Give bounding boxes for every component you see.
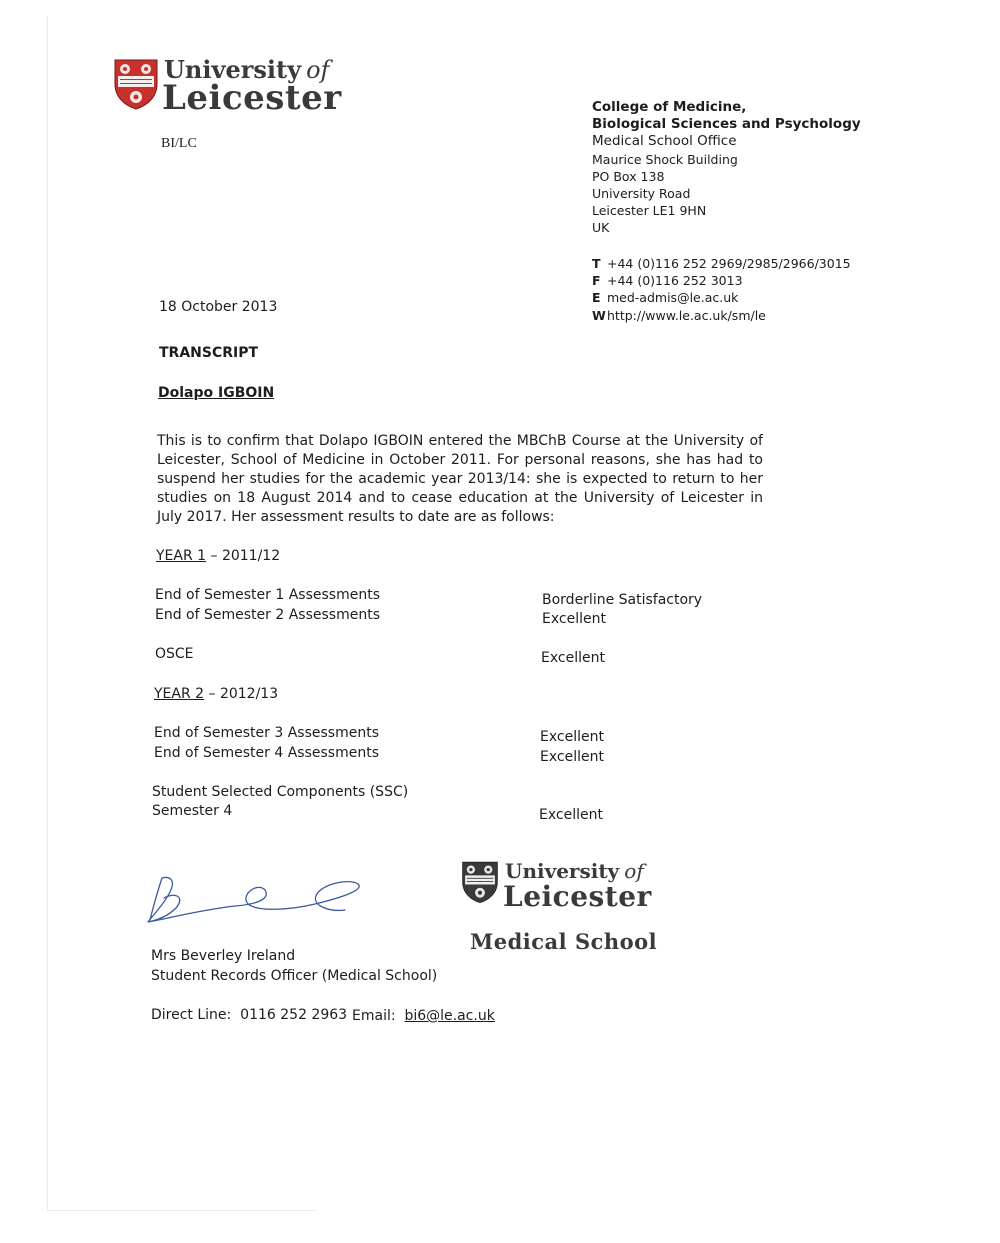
web-value: http://www.le.ac.uk/sm/le [607, 307, 766, 323]
logo-leicester-text: Leicester [162, 78, 342, 118]
telephone-value: +44 (0)116 252 2969/2985/2966/3015 [607, 256, 851, 271]
fax-value: +44 (0)116 252 3013 [607, 273, 743, 289]
assessment-item: End of Semester 1 Assessments [155, 587, 380, 603]
web-row [592, 307, 851, 324]
year2-heading [154, 685, 278, 703]
assessment-item: Student Selected Components (SSC) [152, 784, 409, 800]
address-line: Maurice Shock Building [592, 151, 738, 167]
address-line: UK [592, 220, 610, 236]
year2-heading-label: YEAR 2 [154, 686, 205, 702]
address-line: University Road [592, 186, 691, 202]
contact-block [592, 255, 851, 324]
college-line-1: College of Medicine, [592, 99, 747, 115]
university-crest-icon [113, 58, 159, 110]
year2-heading-years: – 2012/13 [204, 686, 279, 702]
email-label: E [592, 290, 601, 306]
document-title: TRANSCRIPT [159, 345, 259, 361]
fax-label: F [592, 273, 601, 289]
page-bottom-line [47, 1210, 317, 1211]
signatory-email-row [352, 1007, 495, 1025]
reference-code: BI/LC [161, 136, 197, 151]
stamp-leicester-text: Leicester [503, 880, 652, 913]
assessment-result: Excellent [541, 650, 605, 666]
assessment-result: Excellent [540, 729, 604, 745]
page-edge-line [47, 15, 48, 1210]
signatory-name: Mrs Beverley Ireland [151, 948, 296, 964]
email-row [592, 289, 851, 306]
office-name: Medical School Office [592, 133, 737, 150]
signatory-role: Student Records Officer (Medical School) [151, 968, 438, 984]
assessment-result: Excellent [540, 749, 604, 765]
assessment-item: End of Semester 2 Assessments [155, 607, 380, 623]
logo-university-text: University [164, 55, 302, 84]
signatory-email-link[interactable]: bi6@le.ac.uk [404, 1008, 495, 1024]
year1-heading-years: – 2011/12 [206, 548, 281, 564]
assessment-result: Excellent [542, 611, 606, 627]
handwritten-signature [140, 870, 370, 934]
intro-paragraph: This is to confirm that Dolapo IGBOIN entered the MBChB Course at the University of Leicester, School of Medicine in October 2011. For personal reasons, she has had to suspend her studies for the academic year 2013/14: she is expected to return to her studies on 18 August 2014 and to cease education at the University of Leicester in July 2017. Her assessment results to date are as follows: [157, 433, 763, 525]
stamp-medical-school-text: Medical School [470, 929, 658, 954]
telephone-row [592, 255, 851, 272]
stamp-crest-icon [461, 860, 499, 904]
assessment-item: Semester 4 [152, 803, 233, 819]
assessment-item: OSCE [155, 646, 194, 662]
logo-of-text: of [306, 56, 330, 84]
address-line: Leicester LE1 9HN [592, 203, 707, 219]
assessment-result: Excellent [539, 807, 603, 823]
letter-date: 18 October 2013 [159, 299, 278, 315]
student-name: Dolapo IGBOIN [158, 385, 275, 401]
address-line: PO Box 138 [592, 168, 665, 184]
direct-line-row [151, 1006, 347, 1024]
stamp-university-text: University [505, 859, 620, 883]
year1-heading [156, 547, 280, 565]
email-value: med-admis@le.ac.uk [607, 290, 739, 306]
web-label: W [592, 307, 606, 323]
direct-line-number: 0116 252 2963 [240, 1007, 348, 1023]
year1-heading-label: YEAR 1 [156, 548, 207, 564]
assessment-result: Borderline Satisfactory [542, 592, 703, 608]
assessment-item: End of Semester 3 Assessments [154, 725, 379, 741]
stamp-of-text: of [624, 859, 644, 883]
address-block [592, 99, 861, 237]
fax-row [592, 272, 851, 289]
college-line-2: Biological Sciences and Psychology [592, 116, 861, 133]
telephone-label: T [592, 256, 601, 271]
direct-line-label: Direct Line: [151, 1007, 232, 1023]
signatory-email-label: Email: [352, 1008, 396, 1024]
assessment-item: End of Semester 4 Assessments [154, 745, 379, 761]
